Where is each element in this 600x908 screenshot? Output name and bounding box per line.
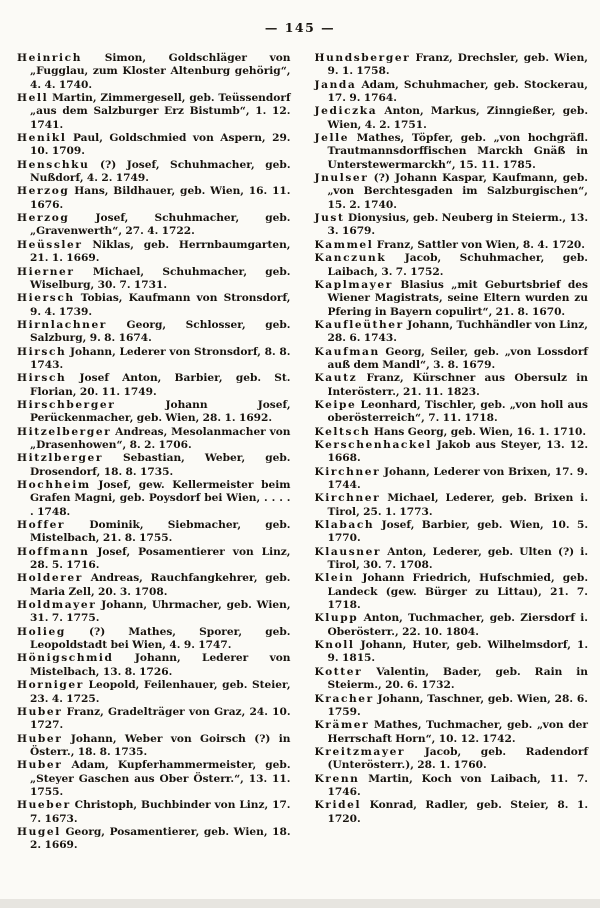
register-entry bbox=[17, 132, 291, 159]
register-entry bbox=[315, 693, 589, 720]
register-entry bbox=[315, 105, 589, 132]
register-entry bbox=[315, 426, 589, 439]
entry-surname: Kirchner bbox=[314, 465, 381, 478]
register-entry bbox=[17, 52, 291, 92]
register-entry bbox=[315, 79, 589, 106]
entry-surname: Hochheim bbox=[17, 479, 91, 491]
entry-details: Johann Friedrich, Hufschmied, geb. Landeck (gew. Bürger zu Littau), 21. 7. 1718. bbox=[327, 572, 589, 612]
entry-surname: Kautz bbox=[314, 372, 358, 385]
entry-details: Franz, Gradelträger von Graz, 24. 10. 1727. bbox=[30, 705, 291, 732]
register-entry bbox=[17, 679, 291, 706]
entry-surname: Kanczunk bbox=[314, 252, 387, 265]
entry-surname: Heüssler bbox=[17, 238, 83, 251]
entry-surname: Herzog bbox=[17, 185, 70, 198]
entry-surname: Hoffmann bbox=[17, 545, 90, 558]
register-entry bbox=[315, 372, 589, 399]
entry-details: Josef, Barbier, geb. Wien, 10. 5. 1770. bbox=[327, 519, 589, 545]
entry-surname: Heinrich bbox=[17, 52, 83, 64]
entry-surname: Hirschberger bbox=[17, 398, 116, 411]
entry-surname: Hueber bbox=[17, 799, 71, 812]
entry-details: Leopold, Feilenhauer, geb. Steier, 23. 4. 1725. bbox=[30, 679, 291, 705]
register-entry bbox=[315, 492, 589, 519]
register-entry bbox=[17, 372, 291, 399]
entry-surname: Kotter bbox=[314, 665, 363, 678]
entry-surname: Knoll bbox=[314, 639, 355, 652]
entry-details: Georg, Schlosser, geb. Salzburg, 9. 8. 1674. bbox=[30, 318, 291, 345]
entry-surname: Kaplmayer bbox=[314, 278, 393, 291]
register-entry bbox=[17, 572, 291, 599]
entry-surname: Hell bbox=[17, 92, 49, 105]
entry-details: Johann, Uhrmacher, geb. Wien, 31. 7. 1775. bbox=[30, 599, 291, 625]
entry-details: Christoph, Buchbinder von Linz, 17. 7. 1673. bbox=[30, 799, 291, 825]
entry-surname: Kirchner bbox=[314, 492, 381, 505]
register-entry bbox=[17, 706, 291, 733]
entry-surname: Keipe bbox=[314, 398, 357, 411]
register-entry bbox=[315, 399, 589, 426]
entry-details: Hans Georg, geb. Wien, 16. 1. 1710. bbox=[373, 425, 587, 438]
two-column-text-block bbox=[0, 35, 600, 853]
entry-surname: Just bbox=[314, 212, 345, 225]
entry-surname: Hierner bbox=[17, 265, 75, 278]
entry-details: Anton, Markus, Zinngießer, geb. Wien, 4. 2. 1751. bbox=[327, 105, 589, 131]
entry-details: (?) Josef, Schuhmacher, geb. Nußdorf, 4. 2. 1749. bbox=[30, 158, 291, 185]
entry-surname: Henschku bbox=[17, 158, 90, 171]
entry-details: Dominik, Siebmacher, geb. Mistelbach, 21. 8. 1755. bbox=[30, 519, 291, 545]
register-entry bbox=[17, 426, 291, 453]
entry-surname: Kridel bbox=[314, 799, 362, 812]
register-entry bbox=[17, 346, 291, 373]
register-entry bbox=[17, 799, 291, 826]
entry-details: Martin, Zimmergesell, geb. Teüssendorf „aus dem Salzburger Erz Bistumb“, 1. 12. 1741. bbox=[30, 92, 291, 131]
entry-details: Franz, Sattler von Wien, 8. 4. 1720. bbox=[376, 238, 585, 251]
entry-details: Georg, Posamentierer, geb. Wien, 18. 2. 1669. bbox=[30, 825, 291, 852]
entry-details: Josef, Schuhmacher, geb. „Gravenwerth“, 27. 4. 1722. bbox=[30, 212, 291, 238]
entry-surname: Klein bbox=[314, 572, 355, 585]
entry-details: Georg, Seiler, geb. „von Lossdorf auß dem Mandl“, 3. 8. 1679. bbox=[327, 345, 588, 371]
register-entry bbox=[315, 612, 589, 639]
register-entry bbox=[315, 252, 589, 279]
register-entry bbox=[17, 759, 291, 799]
register-entry bbox=[315, 439, 589, 466]
entry-surname: Hundsberger bbox=[314, 52, 411, 64]
entry-surname: Krämer bbox=[314, 719, 370, 732]
register-entry bbox=[315, 773, 589, 800]
entry-surname: Hirsch bbox=[17, 345, 67, 358]
register-entry bbox=[17, 479, 291, 519]
entry-details: (?) Mathes, Sporer, geb. Leopoldstadt bei Wien, 4. 9. 1747. bbox=[30, 625, 291, 652]
entry-details: Dionysius, geb. Neuberg in Steierm., 13. 3. 1679. bbox=[327, 212, 589, 238]
entry-surname: Jediczka bbox=[314, 105, 378, 118]
entry-surname: Hoffer bbox=[17, 519, 66, 532]
entry-surname: Hitzlberger bbox=[17, 452, 104, 465]
entry-details: Johann, Huter, geb. Wilhelmsdorf, 1. 9. 1815. bbox=[327, 639, 589, 665]
entry-surname: Huber bbox=[17, 759, 63, 772]
entry-details: Konrad, Radler, geb. Steier, 8. 1. 1720. bbox=[327, 799, 589, 825]
entry-details: Johann, Lederer von Mistelbach, 13. 8. 1726. bbox=[30, 652, 291, 678]
entry-surname: Huber bbox=[17, 732, 63, 745]
register-entry bbox=[17, 452, 291, 479]
entry-details: Leonhard, Tischler, geb. „von holl aus oberösterreich“, 7. 11. 1718. bbox=[327, 398, 588, 425]
entry-surname: Janda bbox=[314, 78, 357, 91]
register-entry bbox=[315, 799, 589, 826]
entry-surname: Hirnlachner bbox=[17, 318, 107, 331]
register-entry bbox=[315, 572, 589, 612]
register-entry bbox=[17, 519, 291, 546]
entry-details: Jakob aus Steyer, 13. 12. 1668. bbox=[327, 438, 589, 465]
entry-details: Anton, Lederer, geb. Ulten (?) i. Tirol, 30. 7. 1708. bbox=[327, 545, 589, 572]
register-entry bbox=[17, 733, 291, 760]
register-entry bbox=[315, 719, 589, 746]
entry-details: Anton, Tuchmacher, geb. Ziersdorf i. Oberösterr., 22. 10. 1804. bbox=[327, 612, 588, 638]
entry-details: Johann, Taschner, geb. Wien, 28. 6. 1759. bbox=[327, 692, 588, 718]
register-entry bbox=[315, 666, 589, 693]
register-entry bbox=[17, 652, 291, 679]
register-entry bbox=[315, 546, 589, 573]
entry-details: Michael, Schuhmacher, geb. Wiselburg, 30. 7. 1731. bbox=[30, 265, 291, 291]
register-entry bbox=[315, 52, 589, 79]
entry-details: Sebastian, Weber, geb. Drosendorf, 18. 8. 1735. bbox=[30, 452, 291, 478]
register-entry bbox=[17, 399, 291, 426]
register-entry bbox=[315, 346, 589, 373]
entry-details: (?) Johann Kaspar, Kaufmann, geb. „von Berchtesgaden im Salzburgischen“, 15. 2. 1740. bbox=[327, 172, 588, 211]
entry-surname: Horniger bbox=[17, 679, 84, 692]
entry-surname: Keltsch bbox=[314, 425, 371, 438]
entry-surname: Jnulser bbox=[314, 172, 369, 185]
register-entry bbox=[17, 292, 291, 319]
entry-surname: Hitzelberger bbox=[17, 425, 112, 438]
entry-details: Josef Anton, Barbier, geb. St. Florian, 20. 11. 1749. bbox=[30, 372, 291, 398]
entry-surname: Klabach bbox=[314, 519, 375, 532]
register-entry bbox=[315, 239, 589, 252]
entry-details: Mathes, Töpfer, geb. „von hochgräfl. Trautmannsdorffischen Marckh Gnäß in Unterstewermarckh“, 15. 11. 1785. bbox=[327, 132, 589, 171]
entry-surname: Holieg bbox=[17, 625, 66, 638]
entry-details: Johann, Lederer von Brixen, 17. 9. 1744. bbox=[327, 465, 588, 491]
register-entry bbox=[17, 626, 291, 653]
entry-details: Johann, Lederer von Stronsdorf, 8. 8. 1743. bbox=[30, 345, 291, 371]
entry-details: Valentin, Bader, geb. Rain in Steierm., 20. 6. 1732. bbox=[327, 665, 589, 692]
entry-details: Hans, Bildhauer, geb. Wien, 16. 11. 1676. bbox=[30, 185, 291, 211]
entry-details: Adam, Kupferhammermeister, geb. „Steyer Gaschen aus Ober Österr.“, 13. 11. 1755. bbox=[30, 759, 291, 798]
register-entry bbox=[315, 279, 589, 319]
entry-surname: Hiersch bbox=[17, 292, 75, 305]
entry-surname: Huber bbox=[17, 705, 63, 718]
entry-surname: Hirsch bbox=[17, 372, 67, 385]
register-entry bbox=[315, 212, 589, 239]
entry-surname: Henikl bbox=[17, 132, 67, 145]
entry-details: Adam, Schuhmacher, geb. Stockerau, 17. 9. 1764. bbox=[327, 78, 588, 105]
entry-details: Franz, Kürschner aus Obersulz in Interösterr., 21. 11. 1823. bbox=[327, 372, 588, 398]
entry-surname: Hugel bbox=[17, 825, 61, 838]
entry-details: Blasius „mit Geburtsbrief des Wiener Magistrats, seine Eltern wurden zu Pfering in Bayern copulirt“, 21. 8. 1670. bbox=[327, 278, 588, 318]
register-entry bbox=[17, 319, 291, 346]
entry-surname: Kammel bbox=[314, 238, 374, 251]
entry-details: Simon, Goldschläger von „Fugglau, zum Kloster Altenburg gehörig“, 4. 4. 1740. bbox=[30, 52, 291, 91]
entry-surname: Kaufleüther bbox=[314, 318, 404, 331]
register-entry bbox=[17, 92, 291, 132]
left-column bbox=[17, 52, 291, 853]
register-entry bbox=[17, 599, 291, 626]
entry-details: Paul, Goldschmied von Aspern, 29. 10. 1709. bbox=[30, 132, 291, 158]
entry-details: Mathes, Tuchmacher, geb. „von der Herrschaft Horn“, 10. 12. 1742. bbox=[327, 719, 588, 745]
entry-details: Jacob, Schuhmacher, geb. Laibach, 3. 7. 1752. bbox=[327, 252, 588, 278]
register-entry bbox=[17, 212, 291, 239]
entry-surname: Holderer bbox=[17, 572, 83, 585]
register-entry bbox=[315, 132, 589, 172]
entry-surname: Kracher bbox=[314, 692, 374, 705]
entry-details: Jacob, geb. Radendorf (Unterösterr.), 28. 1. 1760. bbox=[327, 745, 588, 772]
entry-surname: Klausner bbox=[314, 545, 382, 558]
entry-surname: Kerschenhackel bbox=[314, 438, 432, 451]
entry-details: Andreas, Rauchfangkehrer, geb. Maria Zell, 20. 3. 1708. bbox=[30, 572, 291, 598]
register-entry bbox=[17, 185, 291, 212]
entry-details: Martin, Koch von Laibach, 11. 7. 1746. bbox=[327, 772, 588, 798]
entry-surname: Holdmayer bbox=[17, 599, 97, 612]
register-entry bbox=[315, 319, 589, 346]
entry-details: Niklas, geb. Herrnbaumgarten, 21. 1. 1669. bbox=[30, 238, 291, 265]
page-number-header: — 145 — bbox=[264, 20, 336, 35]
entry-details: Andreas, Mesolanmacher von „Drasenhowen“, 8. 2. 1706. bbox=[30, 425, 291, 451]
entry-details: Tobias, Kaufmann von Stronsdorf, 9. 4. 1739. bbox=[30, 292, 291, 318]
register-entry bbox=[17, 266, 291, 293]
register-entry bbox=[17, 826, 291, 853]
entry-surname: Herzog bbox=[17, 212, 70, 225]
register-entry bbox=[17, 159, 291, 186]
entry-surname: Jelle bbox=[314, 132, 350, 145]
entry-details: Josef, Posamentierer von Linz, 28. 5. 1716. bbox=[30, 545, 291, 572]
entry-details: Johann, Weber von Goirsch (?) in Österr., 18. 8. 1735. bbox=[30, 732, 291, 758]
register-entry bbox=[17, 239, 291, 266]
right-column bbox=[315, 52, 589, 853]
entry-details: Josef, gew. Kellermeister beim Grafen Magni, geb. Poysdorf bei Wien, . . . . . 1748. bbox=[30, 479, 291, 518]
entry-details: Johann Josef, Perückenmacher, geb. Wien, 28. 1. 1692. bbox=[30, 398, 291, 425]
register-entry bbox=[315, 746, 589, 773]
register-entry bbox=[315, 172, 589, 212]
register-entry bbox=[315, 466, 589, 493]
register-entry bbox=[17, 546, 291, 573]
entry-surname: Krenn bbox=[314, 772, 360, 785]
entry-surname: Kreitzmayer bbox=[314, 745, 406, 758]
entry-details: Johann, Tuchhändler von Linz, 28. 6. 1743. bbox=[327, 318, 588, 345]
entry-surname: Hönigschmid bbox=[17, 652, 114, 665]
register-entry bbox=[315, 519, 589, 546]
entry-surname: Kaufman bbox=[314, 345, 380, 358]
register-entry bbox=[315, 639, 589, 666]
entry-surname: Klupp bbox=[314, 612, 359, 625]
entry-details: Michael, Lederer, geb. Brixen i. Tirol, 25. 1. 1773. bbox=[327, 492, 589, 518]
entry-details: Franz, Drechsler, geb. Wien, 9. 1. 1758. bbox=[327, 52, 588, 78]
